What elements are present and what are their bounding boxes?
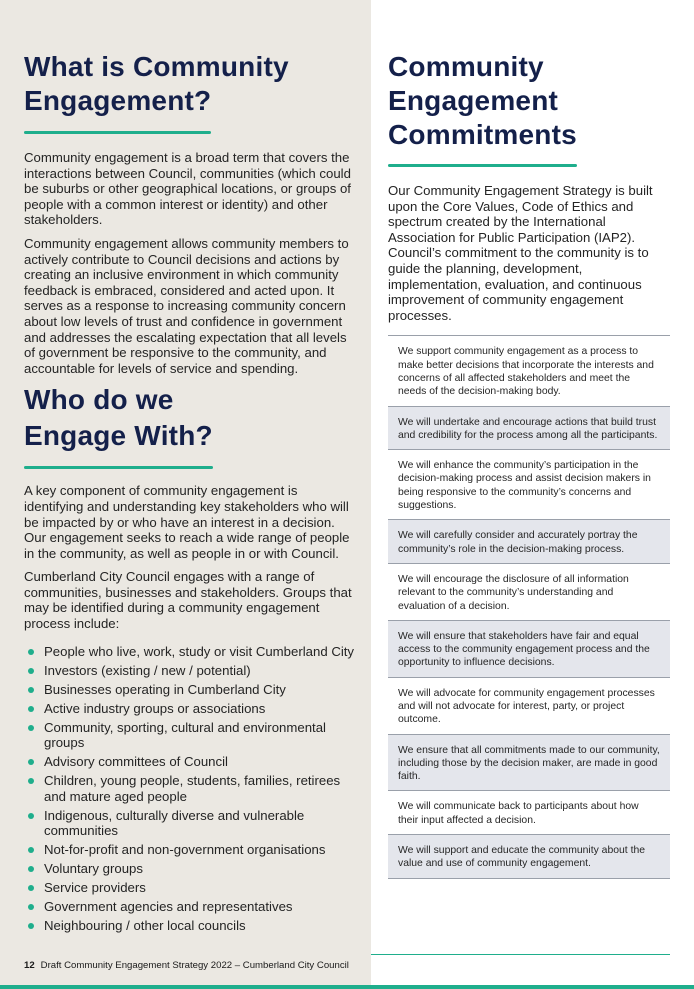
bullet-icon [28,885,34,891]
heading-underline [24,131,211,134]
bullet-icon [28,923,34,929]
list-item [24,773,360,804]
commitments-list [388,335,670,878]
paragraph: A key component of community engagement is identifying and understanding key stakeholders who will be impacted by or who have an interest in a decision. Our engagement seeks to reach a wide range of people in the community, as well as people in or with Council. [24,483,350,561]
commitment-item: We will undertake and encourage actions that build trust and credibility for the process among all the participants. [388,407,670,451]
list-item-text: Service providers [44,880,146,896]
footer-divider [371,954,670,955]
list-item [24,682,360,698]
commitment-item: We will advocate for community engagement processes and will not advocate for interest, party, or project outcome. [388,678,670,735]
list-item [24,720,360,751]
commitment-item: We will enhance the community’s participation in the decision-making process and assist decision makers in being responsive to the community’s concerns and suggestions. [388,450,670,520]
bullet-icon [28,706,34,712]
commitment-item: We will encourage the disclosure of all information relevant to the community’s understanding and evaluation of a decision. [388,564,670,621]
paragraph: Cumberland City Council engages with a range of communities, businesses and stakeholders. Groups that may be identified during a community engagement process include: [24,569,352,632]
list-item-text: Voluntary groups [44,861,143,877]
bullet-icon [28,759,34,765]
bullet-icon [28,813,34,819]
heading-line: Who do we [24,384,174,416]
list-item-text: Neighbouring / other local councils [44,918,246,934]
bullet-icon [28,866,34,872]
paragraph: Community engagement is a broad term that covers the interactions between Council, communities (which could be suburbs or other geographical locations, or groups of people with a common interest or identity) and other stakeholders. [24,150,351,228]
left-column [24,50,360,937]
bottom-accent-bar [0,985,694,989]
page-number: 12 [24,960,35,971]
bullet-icon [28,778,34,784]
commitment-item: We will ensure that stakeholders have fair and equal access to the community engagement process and the opportunity to influence decisions. [388,621,670,678]
heading-line: Engage With? [24,420,213,452]
heading-line: Engagement? [24,85,212,116]
bullet-icon [28,847,34,853]
list-item [24,808,360,839]
footer-title: Draft Community Engagement Strategy 2022 – Cumberland City Council [40,960,349,971]
heading-line: Engagement [388,85,559,116]
list-item [24,701,360,717]
list-item-text: People who live, work, study or visit Cumberland City [44,643,355,659]
commitment-item: We support community engagement as a process to make better decisions that incorporate the interests and concerns of all affected stakeholders and meet the needs of the decision-making body. [388,336,670,406]
who-do-we-engage-heading [24,382,360,454]
list-item [24,754,360,770]
right-column [388,50,670,879]
list-item-text: Advisory committees of Council [44,754,228,770]
list-item [24,918,360,934]
what-is-engagement-heading [24,50,360,118]
bullet-icon [28,904,34,910]
list-item-text: Active industry groups or associations [44,700,266,716]
list-item-text: Community, sporting, cultural and environmental groups [44,719,326,751]
commitment-item: We ensure that all commitments made to our community, including those by the decision maker, are made in good faith. [388,735,670,792]
heading-underline [388,164,577,167]
commitment-item: We will support and educate the community about the value and use of community engagement. [388,835,670,879]
list-item-text: Businesses operating in Cumberland City [44,681,286,697]
list-item-text: Children, young people, students, families, retirees and mature aged people [44,773,341,804]
bullet-icon [28,668,34,674]
bullet-icon [28,725,34,731]
paragraph: Community engagement allows community members to actively contribute to Council decisions and actions by creating an inclusive environment in which community feedback is embraced, considered and acted upon. It serves as a response to increasing community concern about low levels of trust and confidence in government and addresses the escalating expectation that all levels of government be responsive to the community, and accountable for levels of service and spending. [24,235,349,376]
list-item-text: Investors (existing / new / potential) [44,662,251,678]
heading-line: Commitments [388,119,577,150]
list-item [24,842,360,858]
page-footer [24,960,349,971]
list-item-text: Not-for-profit and non-government organisations [44,842,326,858]
intro-paragraph: Our Community Engagement Strategy is built upon the Core Values, Code of Ethics and spectrum created by the International Association for Public Participation (IAP2). Council’s commitment to the community is to guide the planning, development, implementation, evaluation, and continuous improvement of community engagement processes. [388,183,653,323]
heading-underline [24,466,213,469]
list-item [24,861,360,877]
heading-line: Community [388,51,544,82]
list-item-text: Government agencies and representatives [44,899,293,915]
commitment-item: We will carefully consider and accurately portray the community’s role in the decision-making process. [388,520,670,564]
list-item [24,663,360,679]
list-item [24,899,360,915]
list-item [24,644,360,660]
bullet-icon [28,649,34,655]
list-item [24,880,360,896]
bullet-icon [28,687,34,693]
stakeholder-group-list [24,644,360,934]
heading-line: What is Community [24,51,289,82]
commitment-item: We will communicate back to participants about how their input affected a decision. [388,791,670,835]
list-item-text: Indigenous, culturally diverse and vulnerable communities [44,807,305,839]
commitments-heading [388,50,670,152]
